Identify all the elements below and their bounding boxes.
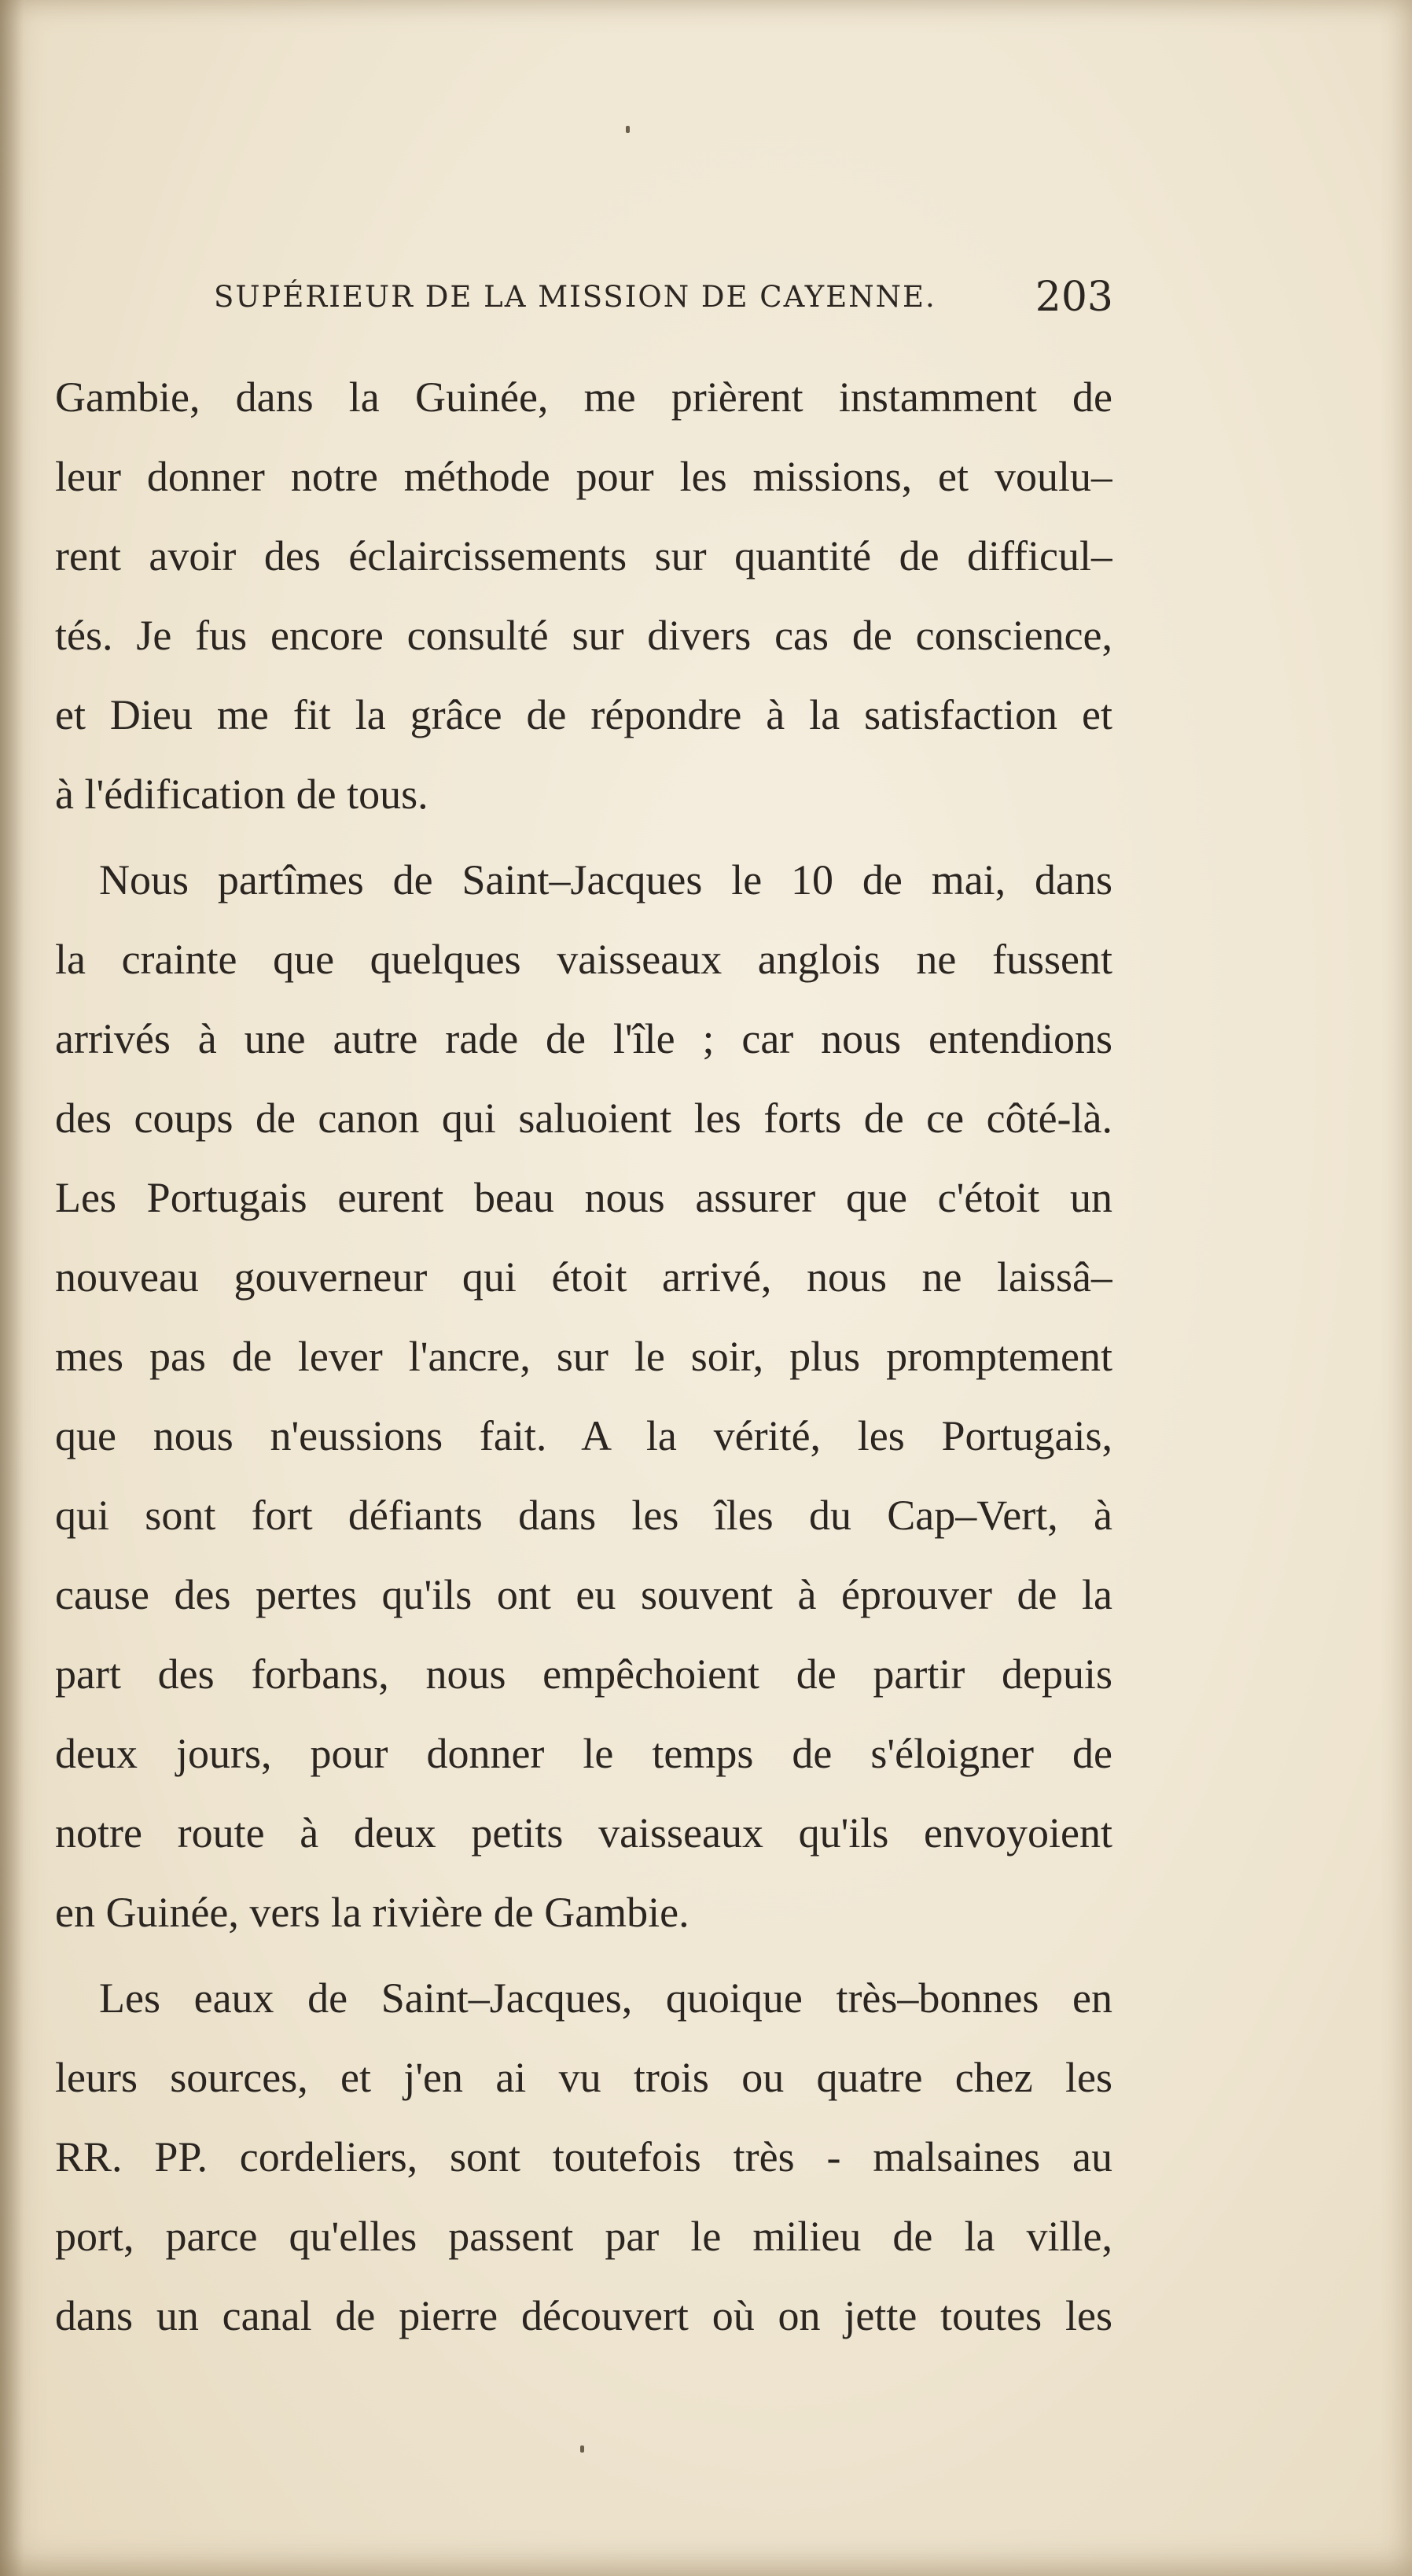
text-line: qui sont fort défiants dans les îles du Cap–Vert, à xyxy=(55,1492,1112,1539)
paper-speck xyxy=(580,2445,584,2453)
gutter-shadow xyxy=(0,0,24,2576)
text-line: des coups de canon qui saluoient les forts de ce côté-là. xyxy=(55,1095,1112,1142)
text-line: part des forbans, nous empêchoient de partir depuis xyxy=(55,1650,1112,1698)
page-number: 203 xyxy=(1035,274,1113,321)
text-line: cause des pertes qu'ils ont eu souvent à éprouver de la xyxy=(55,1571,1112,1618)
running-head: SUPÉRIEUR DE LA MISSION DE CAYENNE. xyxy=(214,280,936,314)
text-line: et Dieu me fit la grâce de répondre à la satisfaction et xyxy=(55,691,1112,738)
text-line: rent avoir des éclaircissements sur quantité de difficul– xyxy=(55,532,1112,580)
text-line: Les eaux de Saint–Jacques, quoique très–bonnes en xyxy=(99,1974,1112,2022)
body-text xyxy=(55,358,1112,2356)
text-line: Gambie, dans la Guinée, me prièrent instamment de xyxy=(55,374,1112,421)
text-line: leurs sources, et j'en ai vu trois ou quatre chez les xyxy=(55,2054,1112,2101)
paper-speck xyxy=(626,126,630,133)
text-line: notre route à deux petits vaisseaux qu'ils envoyoient xyxy=(55,1809,1112,1857)
text-line: en Guinée, vers la rivière de Gambie. xyxy=(55,1889,689,1936)
text-line: tés. Je fus encore consulté sur divers cas de conscience, xyxy=(55,612,1112,659)
text-line: Les Portugais eurent beau nous assurer que c'étoit un xyxy=(55,1174,1112,1221)
text-line: Nous partîmes de Saint–Jacques le 10 de mai, dans xyxy=(99,856,1112,903)
text-line: leur donner notre méthode pour les missions, et voulu– xyxy=(55,453,1112,500)
text-line: port, parce qu'elles passent par le milieu de la ville, xyxy=(55,2213,1112,2260)
text-line: dans un canal de pierre découvert où on jette toutes les xyxy=(55,2292,1112,2339)
text-line: mes pas de lever l'ancre, sur le soir, plus promptement xyxy=(55,1333,1112,1380)
page-header xyxy=(214,274,1113,321)
text-line: la crainte que quelques vaisseaux anglois ne fussent xyxy=(55,936,1112,983)
text-line: arrivés à une autre rade de l'île ; car nous entendions xyxy=(55,1015,1112,1062)
text-line: que nous n'eussions fait. A la vérité, les Portugais, xyxy=(55,1412,1112,1459)
text-line: nouveau gouverneur qui étoit arrivé, nous ne laissâ– xyxy=(55,1253,1112,1301)
text-line: à l'édification de tous. xyxy=(55,771,428,818)
text-line: RR. PP. cordeliers, sont toutefois très - malsaines au xyxy=(55,2133,1112,2180)
text-line: deux jours, pour donner le temps de s'éloigner de xyxy=(55,1730,1112,1777)
